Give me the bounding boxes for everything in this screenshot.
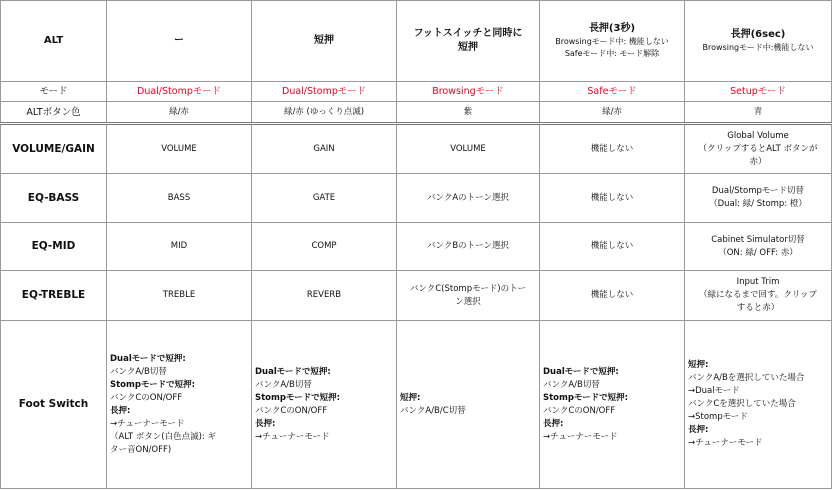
footswitch-line: →チューナーモード: [110, 418, 185, 429]
footswitch-line: →Stompモード: [688, 412, 748, 422]
cell: Cabinet Simulator切替 （ON: 緑/ OFF: 赤）: [685, 223, 832, 271]
footswitch-line: 長押:: [688, 425, 709, 435]
footswitch-line: バンクCのON/OFF: [255, 405, 328, 416]
row-header: VOLUME/GAIN: [1, 124, 107, 174]
footswitch-line: →チューナーモード: [255, 431, 330, 442]
mode-value: Safeモード: [540, 82, 685, 102]
footswitch-line: →チューナーモード: [543, 431, 618, 442]
col-header-long-6s: 長押(6sec) Browsingモード中:機能しない: [685, 1, 832, 82]
alt-color-value: 緑/赤 (ゆっくり点滅): [252, 102, 397, 124]
footswitch-cell: [107, 321, 252, 489]
row-eq-bass: [1, 174, 832, 223]
mode-value: Dual/Stompモード: [107, 82, 252, 102]
row-foot-switch: [1, 321, 832, 489]
footswitch-line: Dualモードで短押:: [543, 366, 619, 377]
alt-color-value: 緑/赤: [107, 102, 252, 124]
row-header: Foot Switch: [1, 321, 107, 489]
col-header-with-footswitch: フットスイッチと同時に 短押: [397, 1, 540, 82]
footswitch-line: Stompモードで短押:: [110, 379, 196, 390]
footswitch-line: →Dualモード: [688, 386, 740, 396]
cell: Input Trim （緑になるまで回す。クリップ すると赤）: [685, 271, 832, 321]
cell: COMP: [252, 223, 397, 271]
footswitch-line: ター音ON/OFF): [110, 444, 172, 455]
alt-color-value: 紫: [397, 102, 540, 124]
cell: バンクBのトーン選択: [397, 223, 540, 271]
mode-value: Browsingモード: [397, 82, 540, 102]
footswitch-cell: [397, 321, 540, 489]
alt-color-row: [1, 102, 832, 124]
footswitch-line: 短押:: [688, 360, 709, 370]
footswitch-line: バンクA/Bを選択していた場合: [688, 373, 805, 383]
mode-label: モード: [1, 82, 107, 102]
cell: REVERB: [252, 271, 397, 321]
footswitch-line: 長押:: [543, 418, 564, 429]
footswitch-line: バンクA/B/C切替: [400, 405, 466, 416]
footswitch-line: バンクA/B切替: [110, 366, 167, 377]
footswitch-line: Dualモードで短押:: [110, 353, 186, 364]
footswitch-line: →チューナーモード: [688, 438, 763, 448]
row-header: EQ-TREBLE: [1, 271, 107, 321]
col-header-short-press: 短押: [252, 1, 397, 82]
cell: Dual/Stompモード切替 （Dual: 緑/ Stomp: 橙）: [685, 174, 832, 223]
cell: バンクC(Stompモード)のトー ン選択: [397, 271, 540, 321]
alt-color-label: ALTボタン色: [1, 102, 107, 124]
header-row: [1, 1, 832, 82]
row-header: EQ-BASS: [1, 174, 107, 223]
cell: VOLUME: [107, 124, 252, 174]
cell: 機能しない: [540, 271, 685, 321]
footswitch-line: 長押:: [110, 405, 131, 416]
footswitch-line: Stompモードで短押:: [543, 392, 629, 403]
col-header-long-3s: 長押(3秒) Browsingモード中: 機能しない Safeモード中: モード解除: [540, 1, 685, 82]
footswitch-line: Dualモードで短押:: [255, 366, 331, 377]
col-header-none: ー: [107, 1, 252, 82]
mode-value: Setupモード: [685, 82, 832, 102]
footswitch-line: バンクCのON/OFF: [543, 405, 616, 416]
footswitch-line: （ALT ボタン(白色点滅): ギ: [110, 431, 216, 442]
footswitch-line: バンクCのON/OFF: [110, 392, 183, 403]
footswitch-cell: [252, 321, 397, 489]
footswitch-line: Stompモードで短押:: [255, 392, 341, 403]
cell: MID: [107, 223, 252, 271]
cell: バンクAのトーン選択: [397, 174, 540, 223]
mode-value: Dual/Stompモード: [252, 82, 397, 102]
row-eq-mid: [1, 223, 832, 271]
cell: Global Volume （クリップするとALT ボタンが 赤）: [685, 124, 832, 174]
row-header: EQ-MID: [1, 223, 107, 271]
corner-header: ALT: [1, 1, 107, 82]
cell: GAIN: [252, 124, 397, 174]
cell: BASS: [107, 174, 252, 223]
mode-row: [1, 82, 832, 102]
cell: GATE: [252, 174, 397, 223]
row-volume-gain: [1, 124, 832, 174]
footswitch-line: バンクA/B切替: [543, 379, 600, 390]
cell: 機能しない: [540, 174, 685, 223]
footswitch-line: 長押:: [255, 418, 276, 429]
footswitch-cell: [685, 321, 832, 489]
alt-color-value: 緑/赤: [540, 102, 685, 124]
footswitch-line: バンクA/B切替: [255, 379, 312, 390]
cell: 機能しない: [540, 223, 685, 271]
footswitch-line: 短押:: [400, 392, 421, 403]
cell: VOLUME: [397, 124, 540, 174]
footswitch-cell: [540, 321, 685, 489]
cell: 機能しない: [540, 124, 685, 174]
footswitch-line: バンクCを選択していた場合: [688, 399, 796, 409]
alt-color-value: 青: [685, 102, 832, 124]
cell: TREBLE: [107, 271, 252, 321]
row-eq-treble: [1, 271, 832, 321]
